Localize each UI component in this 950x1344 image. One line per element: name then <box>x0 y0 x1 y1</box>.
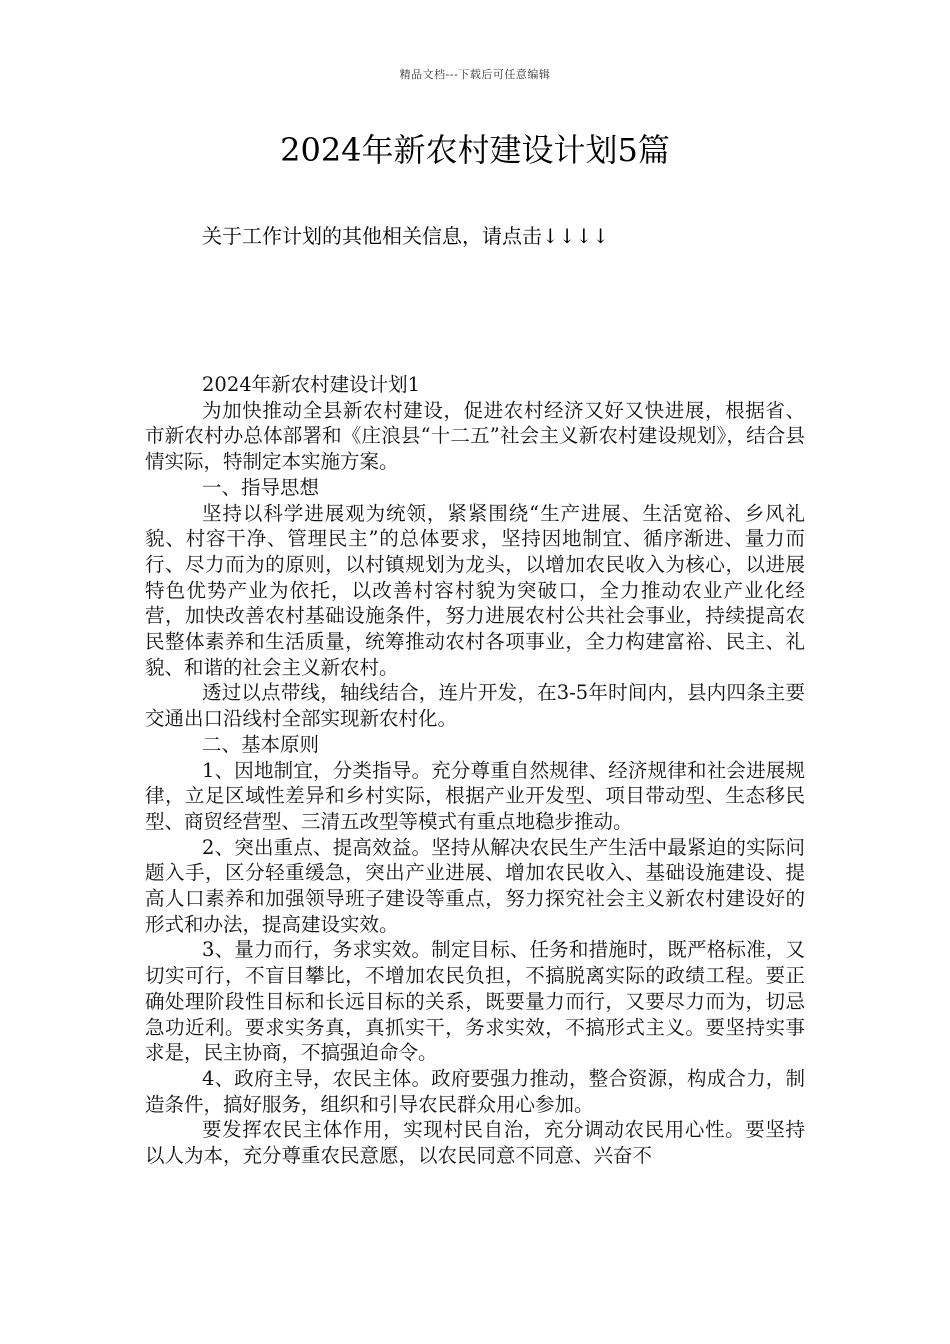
paragraph-intro: 为加快推动全县新农村建设，促进农村经济又好又快进展，根据省、市新农村办总体部署和《庄浪县“十二五”社会主义新农村建设规划》，结合县情实际，特制定本实施方案。 <box>145 398 805 474</box>
related-info-link[interactable]: 关于工作计划的其他相关信息，请点击↓↓↓↓ <box>202 224 610 248</box>
section-heading: 二、基本原则 <box>202 732 320 756</box>
paragraph: 3、量力而行，务求实效。制定目标、任务和措施时，既严格标准，又切实可行，不盲目攀比，不增加农民负担，不搞脱离实际的政绩工程。要正确处理阶段性目标和长远目标的关系，既要量力而行，又要尽力而为，切忌急功近利。要求实务真，真抓实干，务求实效，不搞形式主义。要坚持实事求是，民主协商，不搞强迫命令。 <box>145 938 805 1065</box>
header-note: 精品文档---下载后可任意编辑 <box>399 68 551 81</box>
paragraph: 坚持以科学进展观为统领，紧紧围绕“生产进展、生活宽裕、乡风礼貌、村容干净、管理民主”的总体要求，坚持因地制宜、循序渐进、量力而行、尽力而为的原则，以村镇规划为龙头，以增加农民收入为核心，以进展特色优势产业为依托，以改善村容村貌为突破口，全力推动农业产业化经营，加快改善农村基础设施条件，努力进展农村公共社会事业，持续提高农民整体素养和生活质量，统筹推动农村各项事业，全力构建富裕、民主、礼貌、和谐的社会主义新农村。 <box>145 501 805 679</box>
paragraph: 要发挥农民主体作用，实现村民自治，充分调动农民用心性。要坚持以人为本，充分尊重农民意愿，以农民同意不同意、兴奋不 <box>145 1118 805 1168</box>
paragraph: 2、突出重点、提高效益。坚持从解决农民生产生活中最紧迫的实际问题入手，区分轻重缓急，突出产业进展、增加农民收入、基础设施建设、提高人口素养和加强领导班子建设等重点，努力探究社会主义新农村建设好的形式和办法，提高建设实效。 <box>145 835 805 936</box>
document-body <box>145 372 805 1169</box>
section-heading: 一、指导思想 <box>202 475 320 499</box>
paragraph: 透过以点带线，轴线结合，连片开发，在3-5年时间内，县内四条主要交通出口沿线村全部实现新农村化。 <box>145 681 805 731</box>
paragraph: 1、因地制宜，分类指导。充分尊重自然规律、经济规律和社会进展规律，立足区域性差异和乡村实际，根据产业开发型、项目带动型、生态移民型、商贸经营型、三清五改型等模式有重点地稳步推动。 <box>145 758 805 833</box>
document-title: 2024年新农村建设计划5篇 <box>280 131 670 169</box>
paragraph: 4、政府主导，农民主体。政府要强力推动，整合资源，构成合力，制造条件，搞好服务，组织和引导农民群众用心参加。 <box>145 1066 805 1116</box>
section-heading: 2024年新农村建设计划1 <box>202 373 421 396</box>
